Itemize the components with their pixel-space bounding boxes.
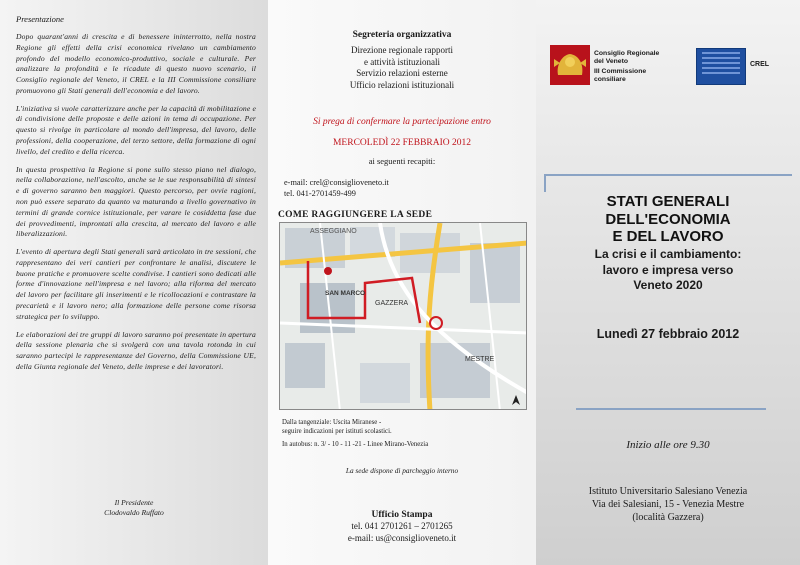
event-title-line: DELL'ECONOMIA xyxy=(605,210,731,228)
map-title: COME RAGGIUNGERE LA SEDE xyxy=(278,210,433,220)
date-rule xyxy=(576,408,766,410)
signature-name: Clodovaldo Ruffato xyxy=(104,508,164,518)
presentation-paragraph: L'evento di apertura degli Stati generali sarà articolato in tre sessioni, che rappresentano dei veri cantieri per confrontare le analisi, discutere le buone pratiche e promuovere scelte condivise. I cantieri sono dedicati alle forme d'innovazione nell'impresa e nel lavoro; alla riforma del mercato del lavoro per facilitare gli inserimenti e le ricollocazioni e contrastare la precarietà e il lavoro nero; alla formazione delle persone come risorsa strategica per lo sviluppo. xyxy=(16,247,256,321)
secretariat-line: Ufficio relazioni istituzionali xyxy=(349,80,455,91)
venue-line: Istituto Universitario Salesiano Venezia xyxy=(588,486,748,497)
venue-line: (località Gazzera) xyxy=(632,511,704,523)
rsvp-note: Si prega di confermare la partecipazione entro xyxy=(313,117,491,127)
map-block xyxy=(470,243,520,303)
map-block xyxy=(360,363,410,403)
logo-line: del Veneto xyxy=(594,58,628,66)
map-label: GAZZERA xyxy=(375,300,409,307)
venue-line: Via dei Salesiani, 15 - Venezia Mestre xyxy=(591,498,745,510)
event-date: Lunedì 27 febbraio 2012 xyxy=(596,327,740,341)
veneto-lion-logo-icon xyxy=(550,45,590,85)
rsvp-contacts xyxy=(284,178,389,200)
crel-logo-text: CREL xyxy=(750,61,770,68)
signature-role: Il Presidente xyxy=(114,498,154,507)
presentation-panel xyxy=(0,0,268,565)
rsvp-deadline: MERCOLEDÌ 22 FEBBRAIO 2012 xyxy=(332,138,472,148)
secretariat-line: Servizio relazioni esterne xyxy=(356,68,448,79)
event-subtitle-line: Veneto 2020 xyxy=(633,278,703,293)
info-panel xyxy=(268,0,536,565)
secretariat-line: Direzione regionale rapporti xyxy=(351,45,453,55)
map-label: SAN MARCO xyxy=(325,290,366,297)
destination-marker-icon xyxy=(324,267,332,275)
event-subtitle-line: La crisi e il cambiamento: xyxy=(594,247,742,261)
press-office-email[interactable]: e-mail: us@consiglioveneto.it xyxy=(347,533,457,544)
directions-line: seguire indicazioni per istituti scolastici. xyxy=(282,428,392,436)
parking-note: La sede dispone di parcheggio interno xyxy=(345,466,459,475)
presentation-paragraph: In questa prospettiva la Regione si pone sullo stesso piano nel dialogo, nella collaborazione, nell'ascolto, anche se le sue responsabilità di sintesi e di governo saranno ben maggiori. Questo percorso, per ovvie ragioni, non può essere separato da quanto va maturando a livello governativo in termini di grande cornice istituzionale, per varare le cosiddetta fase due dei provvedimenti, improntati alla crescita, al mercato del lavoro e alle liberalizzazioni. xyxy=(16,164,256,239)
presentation-heading: Presentazione xyxy=(16,14,64,24)
bus-info: In autobus: n. 3/ - 10 - 11 -21 - Linee Mirano-Venezia xyxy=(282,441,429,448)
logo-line: Consiglio Regionale xyxy=(594,50,660,57)
rsvp-email[interactable]: e-mail: crel@consiglioveneto.it xyxy=(284,178,389,187)
start-time: Inizio alle ore 9.30 xyxy=(626,439,710,451)
map-label: ASSEGGIANO xyxy=(310,228,357,235)
map-directions xyxy=(282,418,392,436)
signature xyxy=(0,498,268,519)
title-rule-side xyxy=(544,174,546,192)
rsvp-phone: tel. 041-2701459-499 xyxy=(284,188,356,198)
event-title-line: E DEL LAVORO xyxy=(612,228,724,246)
press-office-phone: tel. 041 2701261 – 2701265 xyxy=(351,521,453,532)
contacts-intro: ai seguenti recapiti: xyxy=(368,156,436,166)
logo-line: consiliare xyxy=(594,76,626,84)
map-block xyxy=(285,343,325,388)
press-office xyxy=(268,509,536,545)
title-rule xyxy=(544,174,792,176)
event-title-line: STATI GENERALI xyxy=(606,193,730,210)
secretariat-line: e attività istituzionali xyxy=(364,56,440,67)
map-drawing xyxy=(280,223,527,410)
event-title xyxy=(536,193,800,246)
map-label: MESTRE xyxy=(465,356,495,363)
presentation-paragraph: Le elaborazioni dei tre gruppi di lavoro saranno poi presentate in apertura della sessione plenaria che si svolgerà con una tavola rotonda in cui saranno partecipi le rappresentanze del Governo, della Commissione UE, della Giunta regionale del Veneto, delle imprese e dei lavoratori. xyxy=(16,329,256,371)
consiglio-logo-text xyxy=(594,50,659,85)
presentation-paragraph: L'iniziativa si vuole caratterizzare anche per la capacità di mobilitazione e di condivisione delle proposte e delle azioni in tema di occupazione. Per questo si rivolge in particolare al mondo dell'impresa, del lavoro, delle professioni, della cooperazione, del terzo settore, della formazione di ogni livello, del credito e della ricerca. xyxy=(16,103,256,156)
presentation-paragraph: Dopo quarant'anni di crescita e di benessere ininterrotto, nella nostra Regione gli effetti della crisi economica rivelano un cambiamento profondo del modello economico-produttivo, sociale e culturale. Per analizzare la profondità e le ricadute di questo nuovo scenario, il Consiglio regionale del Veneto, il CREL e la III Commissione consiliare promuovono gli Stati generali dell'economia e del lavoro. xyxy=(16,32,256,95)
crel-logo-icon xyxy=(696,48,746,85)
venue-address xyxy=(536,486,800,524)
directions-line: Dalla tangenziale: Uscita Miranese - xyxy=(282,419,382,426)
secretariat-lines xyxy=(268,45,536,92)
event-subtitle xyxy=(536,247,800,294)
cover-panel xyxy=(536,0,800,565)
event-subtitle-line: lavoro e impresa verso xyxy=(602,262,734,277)
press-office-title: Ufficio Stampa xyxy=(371,510,433,520)
logo-line: III Commissione xyxy=(594,68,647,76)
secretariat-title: Segreteria organizzativa xyxy=(352,30,452,40)
location-map xyxy=(279,222,527,410)
